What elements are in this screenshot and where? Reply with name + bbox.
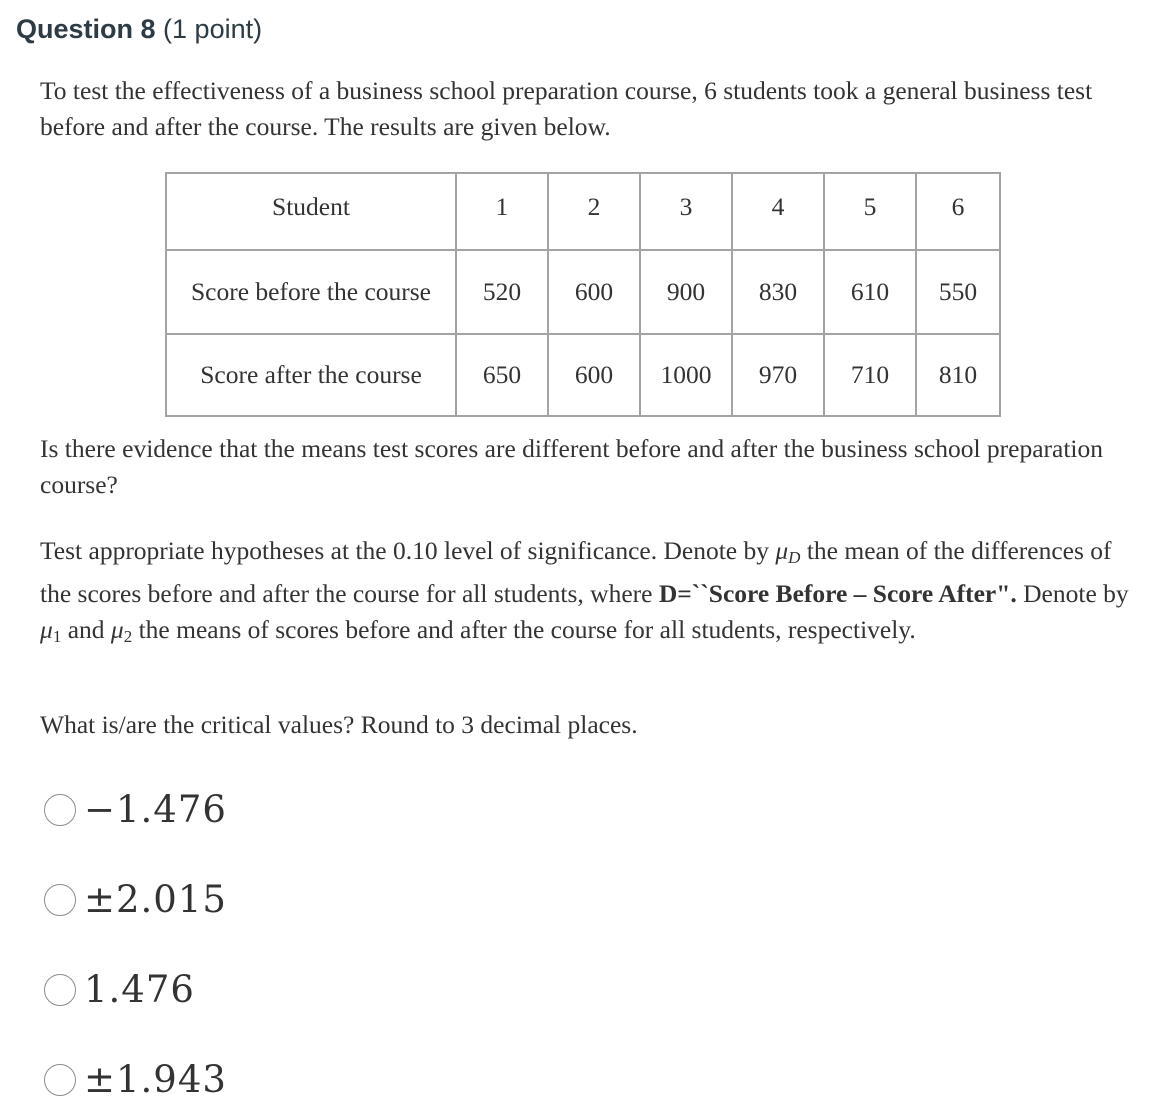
option-label: ±2.015 <box>84 878 227 921</box>
radio-button[interactable] <box>44 974 76 1006</box>
hyp-text-5: the means of scores before and after the course for all students, respectively. <box>132 615 916 644</box>
table-cell: 4 <box>732 173 824 250</box>
answer-option-1[interactable] <box>44 788 227 831</box>
mu-letter: μ <box>110 615 124 644</box>
option-label: −1.476 <box>84 788 227 831</box>
mu-d-symbol <box>775 536 800 565</box>
table-cell: 810 <box>916 334 1000 416</box>
radio-button[interactable] <box>44 884 76 916</box>
mu-1-symbol <box>40 615 61 644</box>
table-cell: 1000 <box>640 334 732 416</box>
mu-letter: μ <box>775 536 789 565</box>
hyp-text-3: Denote by <box>1016 579 1129 608</box>
question-title <box>16 14 262 45</box>
mu-subscript: 2 <box>123 627 133 646</box>
table-cell: 970 <box>732 334 824 416</box>
table-cell: Score after the course <box>166 334 456 416</box>
question-points: (1 point) <box>163 14 263 44</box>
table-cell: 600 <box>548 334 640 416</box>
table-cell: 2 <box>548 173 640 250</box>
hyp-text-2: the mean of the differences of the scores before and after the course for all students, where <box>40 536 1112 608</box>
hypothesis-paragraph <box>40 533 1130 655</box>
answer-option-4[interactable] <box>44 1058 227 1101</box>
answer-option-3[interactable] <box>44 968 195 1011</box>
radio-button[interactable] <box>44 794 76 826</box>
hyp-text-4: and <box>61 615 111 644</box>
table-cell: 600 <box>548 250 640 334</box>
question-paragraph: Is there evidence that the means test scores are different before and after the business school preparation course? <box>40 434 1104 499</box>
table-cell: 900 <box>640 250 732 334</box>
table-cell: 830 <box>732 250 824 334</box>
critical-value-prompt: What is/are the critical values? Round to 3 decimal places. <box>40 710 638 739</box>
scores-table <box>165 172 1001 417</box>
table-cell: 610 <box>824 250 916 334</box>
table-cell: 6 <box>916 173 1000 250</box>
question-number: Question 8 <box>16 14 156 44</box>
table-cell: 710 <box>824 334 916 416</box>
mu-subscript: 1 <box>52 627 62 646</box>
intro-paragraph: To test the effectiveness of a business school preparation course, 6 students took a general business test before and after the course. The results are given below. <box>40 76 1093 141</box>
table-cell: 5 <box>824 173 916 250</box>
table-cell: Score before the course <box>166 250 456 334</box>
table-row-after <box>166 334 1000 416</box>
difference-definition: D=``Score Before – Score After". <box>658 579 1017 608</box>
table-cell: 3 <box>640 173 732 250</box>
hyp-text-1: Test appropriate hypotheses at the 0.10 level of significance. Denote by <box>40 536 776 565</box>
table-row-before <box>166 250 1000 334</box>
table-cell: 1 <box>456 173 548 250</box>
option-label: 1.476 <box>84 968 195 1011</box>
table-header-row <box>166 173 1000 250</box>
table-cell: 520 <box>456 250 548 334</box>
mu-subscript: D <box>788 548 801 567</box>
mu-2-symbol <box>111 615 132 644</box>
option-label: ±1.943 <box>84 1058 227 1101</box>
answer-option-2[interactable] <box>44 878 227 921</box>
table-cell: Student <box>166 173 456 250</box>
table-cell: 650 <box>456 334 548 416</box>
mu-letter: μ <box>40 615 53 644</box>
table-cell: 550 <box>916 250 1000 334</box>
radio-button[interactable] <box>44 1064 76 1096</box>
